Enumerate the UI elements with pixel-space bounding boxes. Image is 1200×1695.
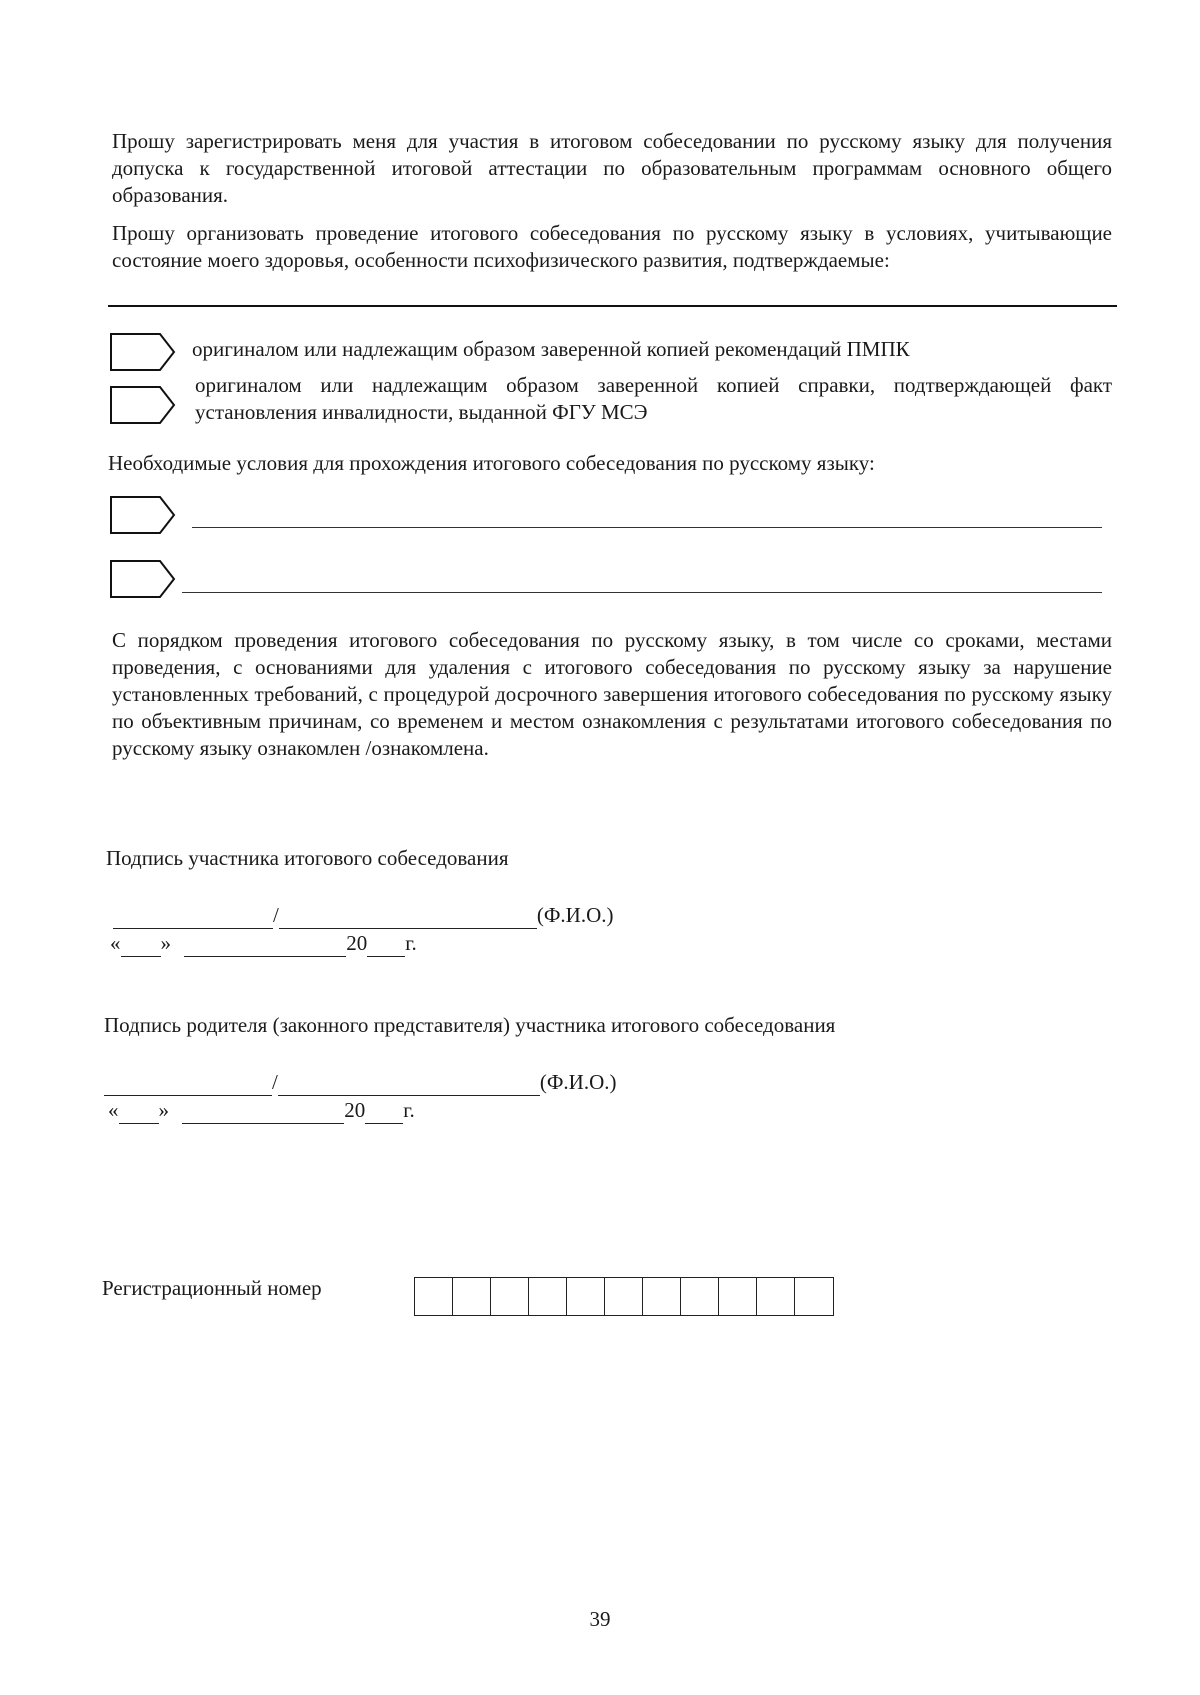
participant-day-field[interactable] (121, 934, 161, 957)
condition-1-checkbox[interactable] (110, 496, 176, 534)
participant-signature-label: Подпись участника итогового собеседования (106, 846, 509, 870)
registration-number-grid (414, 1277, 834, 1316)
parent-date-row (108, 1097, 415, 1124)
acknowledgement-text: С порядком проведения итогового собеседования по русскому языку, в том числе со сроками, местами проведения, с основаниями для удаления с итогового собеседования по русскому языку за нарушение установленных требований, с процедурой досрочного завершения итогового собеседования по русскому языку по объективным причинам, со временем и местом ознакомления с результатами итогового собеседования по русскому языку ознакомлен /ознакомлена. (112, 628, 1112, 760)
registration-cell[interactable] (567, 1278, 605, 1315)
participant-signature-field[interactable] (113, 906, 273, 929)
conditions-heading: Необходимые условия для прохождения итогового собеседования по русскому языку: (108, 451, 875, 475)
participant-name-field[interactable] (279, 906, 537, 929)
registration-cell[interactable] (757, 1278, 795, 1315)
registration-cell[interactable] (681, 1278, 719, 1315)
fio-label: (Ф.И.О.) (539, 1070, 617, 1094)
page-number: 39 (589, 1607, 611, 1631)
parent-month-field[interactable] (182, 1101, 344, 1124)
year-suffix: г. (405, 931, 417, 955)
section-divider (108, 305, 1117, 307)
participant-signature-row (113, 902, 614, 929)
quote-open: « (110, 931, 121, 955)
fio-label: (Ф.И.О.) (536, 903, 614, 927)
mse-option-label: оригиналом или надлежащим образом заверенной копией справки, подтверждающей факт установления инвалидности, выданной ФГУ МСЭ (195, 373, 1112, 424)
signature-separator: / (273, 903, 279, 927)
registration-number-label: Регистрационный номер (102, 1276, 322, 1300)
parent-signature-field[interactable] (104, 1073, 272, 1096)
registration-cell[interactable] (491, 1278, 529, 1315)
registration-cell[interactable] (605, 1278, 643, 1315)
year-prefix: 20 (346, 931, 368, 955)
parent-name-field[interactable] (278, 1073, 540, 1096)
pmpk-checkbox[interactable] (110, 333, 176, 371)
arrow-box-icon (110, 560, 176, 598)
arrow-box-icon (110, 333, 176, 371)
pmpk-option-label: оригиналом или надлежащим образом заверенной копией рекомендаций ПМПК (192, 337, 910, 361)
registration-cell[interactable] (453, 1278, 491, 1315)
participant-date-row (110, 930, 417, 957)
arrow-box-icon (110, 386, 176, 424)
arrow-box-icon (110, 496, 176, 534)
parent-signature-row (104, 1069, 617, 1096)
registration-request-text: Прошу зарегистрировать меня для участия в итоговом собеседовании по русскому языку для получения допуска к государственной итоговой аттестации по образовательным программам основного общего образования. (112, 129, 1112, 207)
participant-month-field[interactable] (184, 934, 346, 957)
parent-day-field[interactable] (119, 1101, 159, 1124)
condition-1-field[interactable] (192, 527, 1102, 528)
registration-cell[interactable] (529, 1278, 567, 1315)
condition-2-checkbox[interactable] (110, 560, 176, 598)
participant-year-field[interactable] (367, 934, 405, 957)
condition-2-field[interactable] (182, 592, 1102, 593)
conditions-request-text: Прошу организовать проведение итогового собеседования по русскому языку в условиях, учитывающие состояние моего здоровья, особенности психофизического развития, подтверждаемые: (112, 221, 1112, 272)
quote-close: » (158, 1098, 169, 1122)
parent-signature-label: Подпись родителя (законного представителя) участника итогового собеседования (104, 1013, 836, 1037)
signature-separator: / (272, 1070, 278, 1094)
year-suffix: г. (403, 1098, 415, 1122)
mse-checkbox[interactable] (110, 386, 176, 424)
registration-cell[interactable] (415, 1278, 453, 1315)
parent-year-field[interactable] (365, 1101, 403, 1124)
quote-close: » (160, 931, 171, 955)
registration-cell[interactable] (719, 1278, 757, 1315)
year-prefix: 20 (344, 1098, 366, 1122)
registration-cell[interactable] (795, 1278, 833, 1315)
registration-cell[interactable] (643, 1278, 681, 1315)
quote-open: « (108, 1098, 119, 1122)
